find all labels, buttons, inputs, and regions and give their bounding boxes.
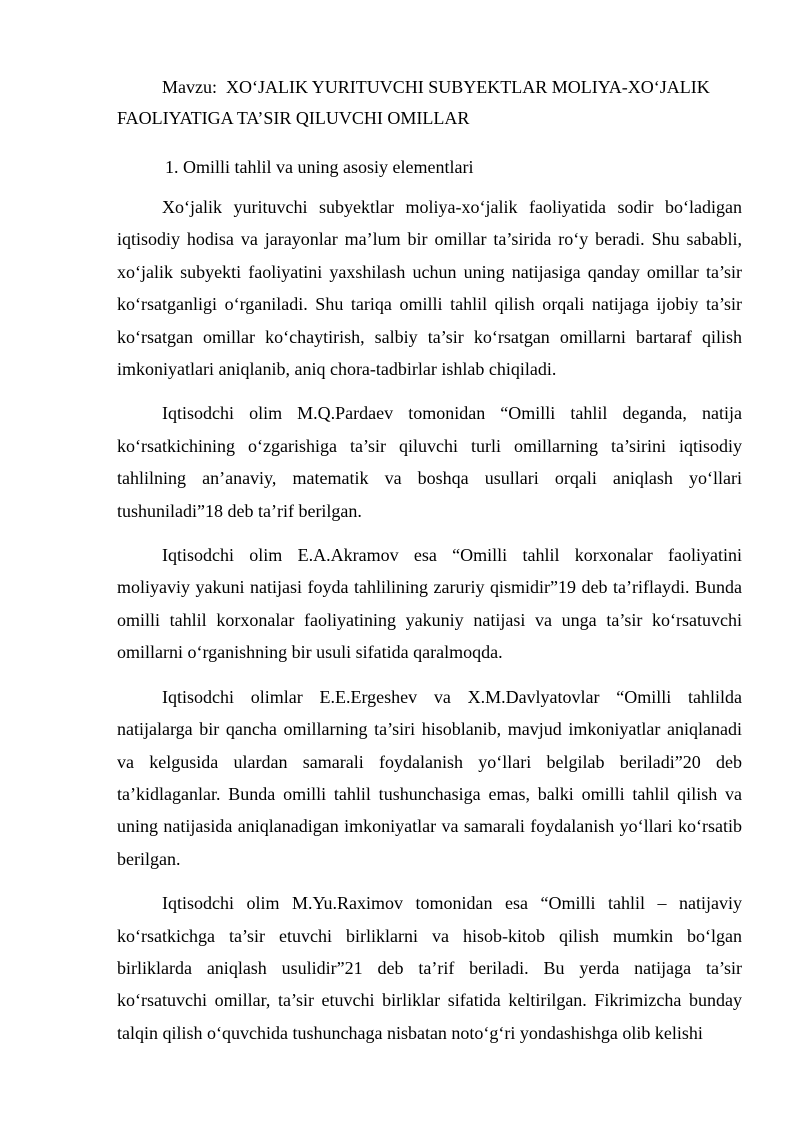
paragraph-2: Iqtisodchi olim M.Q.Pardaev tomonidan “Omilli tahlil deganda, natija ko‘rsatkichining o‘zgarishiga ta’sir qiluvchi turli omillarning ta’sirini iqtisodiy tahlilning an’anaviy, matematik va boshqa usullari orqali aniqlash yo‘llari tushuniladi”18 deb ta’rif berilgan. <box>117 403 742 521</box>
topic-title-line-2: FAOLIYATIGA TA’SIR QILUVCHI OMILLAR <box>117 108 470 128</box>
section-heading: 1. Omilli tahlil va uning asosiy elementlari <box>165 157 474 177</box>
paragraph-3: Iqtisodchi olim E.A.Akramov esa “Omilli tahlil korxonalar faoliyatini moliyaviy yakuni natijasi foyda tahlilining zaruriy qismidir”19 deb ta’riflaydi. Bunda omilli tahlil korxonalar faoliyatining yakuniy natijasi va unga ta’sir ko‘rsatuvchi omillarni o‘rganishning bir usuli sifatida qaralmoqda. <box>117 545 742 663</box>
paragraph-4: Iqtisodchi olimlar E.E.Ergeshev va X.M.Davlyatovlar “Omilli tahlilda natijalarga bir qancha omillarning ta’siri hisoblanib, mavjud imkoniyatlar aniqlanadi va kelgusida ulardan samarali foydalanish yo‘llari belgilab beriladi”20 deb ta’kidlaganlar. Bunda omilli tahlil tushunchasiga emas, balki omilli tahlil qilish va uning natijasida aniqlanadigan imkoniyatlar va samarali foydalanish yo‘llari ko‘rsatib berilgan. <box>117 686 742 869</box>
paragraph-1: Xo‘jalik yurituvchi subyektlar moliya-xo‘jalik faoliyatida sodir bo‘ladigan iqtisodiy hodisa va jarayonlar ma’lum bir omillar ta’sirida ro‘y beradi. Shu sababli, xo‘jalik subyekti faoliyatini yaxshilash uchun uning natijasiga qanday omillar ta’sir ko‘rsatganligi o‘rganiladi. Shu tariqa omilli tahlil qilish orqali natijaga ijobiy ta’sir ko‘rsatgan omillar ko‘chaytirish, salbiy ta’sir ko‘rsatgan omillarni bartaraf qilish imkoniyatlari aniqlanib, aniq chora-tadbirlar ishlab chiqiladi. <box>117 197 742 380</box>
document-body <box>117 75 742 1049</box>
topic-title-line-1: Mavzu: XO‘JALIK YURITUVCHI SUBYEKTLAR MOLIYA-XO‘JALIK <box>162 77 710 97</box>
paragraph-5: Iqtisodchi olim M.Yu.Raximov tomonidan esa “Omilli tahlil – natijaviy ko‘rsatkichga ta’sir etuvchi birliklarni va hisob-kitob qilish mumkin bo‘lgan birliklarda aniqlash usulidir”21 deb ta’rif beriladi. Bu yerda natijaga ta’sir ko‘rsatuvchi omillar, ta’sir etuvchi birliklar sifatida keltirilgan. Fikrimizcha bunday talqin qilish o‘quvchida tushunchaga nisbatan noto‘g‘ri yondashishga olib kelishi <box>117 893 742 1043</box>
